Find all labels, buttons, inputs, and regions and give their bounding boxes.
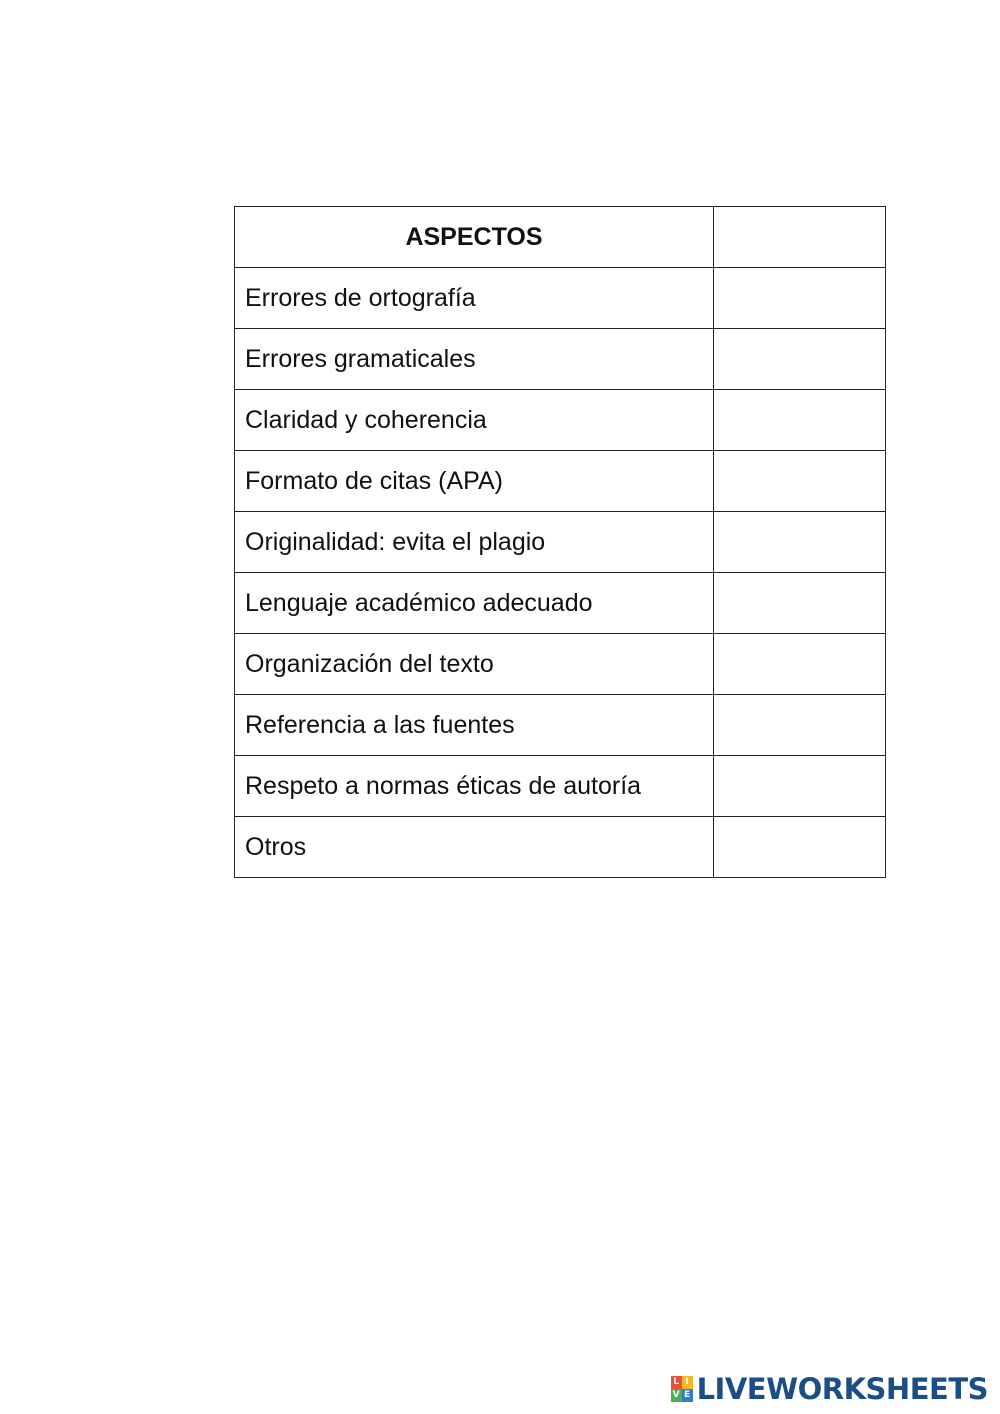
header-answer-cell (714, 207, 886, 268)
brand-text: LIVEWORKSHEETS (696, 1372, 988, 1406)
table-row (235, 695, 886, 756)
table-row (235, 268, 886, 329)
answer-field[interactable] (714, 756, 886, 817)
table-row (235, 756, 886, 817)
table-row (235, 817, 886, 878)
answer-field[interactable] (714, 390, 886, 451)
aspect-label: Formato de citas (APA) (235, 451, 714, 512)
aspect-label: Respeto a normas éticas de autoría (235, 756, 714, 817)
logo-letter: I (682, 1376, 693, 1389)
aspect-label: Referencia a las fuentes (235, 695, 714, 756)
aspect-label: Errores de ortografía (235, 268, 714, 329)
answer-field[interactable] (714, 695, 886, 756)
answer-field[interactable] (714, 329, 886, 390)
answer-field[interactable] (714, 634, 886, 695)
answer-field[interactable] (714, 451, 886, 512)
table-row (235, 329, 886, 390)
aspect-label: Errores gramaticales (235, 329, 714, 390)
answer-field[interactable] (714, 817, 886, 878)
aspect-label: Organización del texto (235, 634, 714, 695)
answer-field[interactable] (714, 573, 886, 634)
table-row (235, 390, 886, 451)
answer-field[interactable] (714, 512, 886, 573)
aspects-table (234, 206, 886, 878)
logo-letter: E (682, 1389, 693, 1402)
liveworksheets-logo-icon (671, 1376, 693, 1402)
table-header-row (235, 207, 886, 268)
logo-letter: L (671, 1376, 682, 1389)
aspect-label: Originalidad: evita el plagio (235, 512, 714, 573)
table-row (235, 634, 886, 695)
table-row (235, 512, 886, 573)
header-aspects: ASPECTOS (235, 207, 714, 268)
aspect-label: Lenguaje académico adecuado (235, 573, 714, 634)
logo-letter: V (671, 1389, 682, 1402)
aspect-label: Otros (235, 817, 714, 878)
liveworksheets-brand (671, 1372, 988, 1406)
aspect-label: Claridad y coherencia (235, 390, 714, 451)
table-row (235, 451, 886, 512)
table-row (235, 573, 886, 634)
answer-field[interactable] (714, 268, 886, 329)
